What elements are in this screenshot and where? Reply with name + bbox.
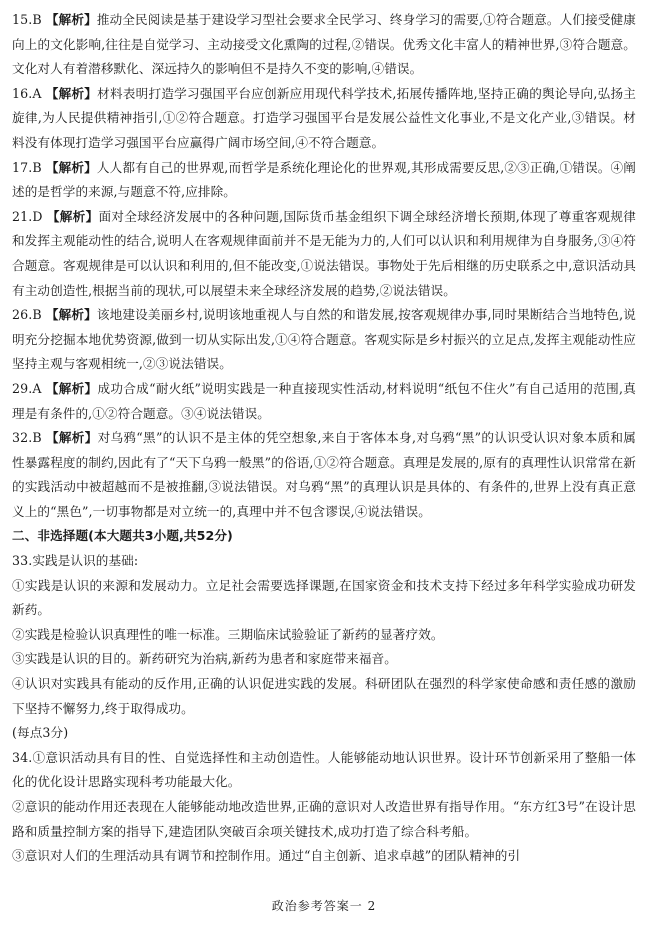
question-answer: B — [32, 307, 42, 323]
question-number: 32. — [12, 430, 33, 446]
answer-content — [12, 8, 636, 869]
answer-29 — [12, 377, 636, 426]
analysis-text: 面对全球经济发展中的各种问题,国际货币基金组织下调全球经济增长预期,体现了尊重客观规律和发挥主观能动性的结合,说明人在客观规律面前并不是无能为力的,人们可以认识和利用规律为自身服务,③④符合题意。客观规律是可以认识和利用的,但不能改变,①说法错误。事物处于先后相继的历史联系之中,意识活动具有主动创造性,根据当前的现状,可以展望未来全球经济发展的趋势,②说法错误。 — [12, 208, 637, 298]
question-number: 29. — [12, 380, 33, 396]
analysis-text: 推动全民阅读是基于建设学习型社会要求全民学习、终身学习的需要,①符合题意。人们接受健康向上的文化影响,往往是自觉学习、主动接受文化熏陶的过程,②错误。优秀文化丰富人的精神世界,③符合题意。文化对人有着潜移默化、深远持久的影响但不是持久不变的影响,④错误。 — [12, 12, 636, 77]
answer-line: ①实践是认识的来源和发展动力。立足社会需要选择课题,在国家资金和技术支持下经过多年科学实验成功研发新药。 — [12, 577, 636, 618]
analysis-tag: 【解析】 — [46, 430, 98, 446]
question-answer: A — [32, 380, 42, 396]
question-number: 26. — [12, 307, 33, 323]
answer-32 — [12, 426, 636, 524]
analysis-tag: 【解析】 — [45, 307, 97, 323]
analysis-text: 成功合成“耐火纸”说明实践是一种直接现实性活动,材料说明“纸包不住火”有自己适用的范围,真理是有条件的,①②符合题意。③④说法错误。 — [12, 380, 636, 421]
answer-line: 33.实践是认识的基础: — [12, 553, 139, 569]
question-answer: D — [32, 208, 43, 224]
question-number: 15. — [12, 12, 33, 27]
answer-26 — [12, 303, 636, 377]
question-answer: B — [32, 430, 42, 446]
answer-line: ②实践是检验认识真理性的唯一标准。三期临床试验验证了新药的显著疗效。 — [12, 626, 444, 642]
analysis-text: 材料表明打造学习强国平台应创新应用现代科学技术,拓展传播阵地,坚持正确的舆论导向,弘扬主旋律,为人民提供精神指引,①②符合题意。打造学习强国平台是发展公益性文化事业,不是文化产业,③错误。材料没有体现打造学习强国平台应赢得广阔市场空间,④不符合题意。 — [12, 85, 636, 150]
analysis-tag: 【解析】 — [45, 380, 98, 396]
answer-line: ②意识的能动作用还表现在人能够能动地改造世界,正确的意识对人改造世界有指导作用。“东方红3号”在设计思路和质量控制方案的指导下,建造团队突破百余项关键技术,成功打造了综合科考船。 — [12, 799, 636, 839]
answer-line: 34.①意识活动具有目的性、自觉选择性和主动创造性。人能够能动地认识世界。设计环节创新采用了整船一体化的优化设计思路实现科考功能最大化。 — [12, 749, 636, 790]
analysis-tag: 【解析】 — [45, 85, 98, 101]
scoring-note: (每点3分) — [12, 725, 69, 741]
question-number: 17. — [12, 159, 33, 175]
page-footer: 政治参考答案一 2 — [271, 899, 377, 913]
analysis-tag: 【解析】 — [45, 12, 97, 27]
analysis-tag: 【解析】 — [46, 208, 99, 224]
answer-16 — [12, 82, 636, 156]
question-answer: B — [32, 159, 42, 175]
answer-line: ③实践是认识的目的。新药研究为治病,新药为患者和家庭带来福音。 — [12, 651, 397, 667]
section-title: 二、非选择题(本大题共3小题,共52分) — [12, 528, 233, 544]
question-number: 16. — [12, 85, 33, 101]
answer-21 — [12, 205, 636, 303]
analysis-tag: 【解析】 — [45, 159, 97, 175]
question-number: 21. — [12, 208, 33, 224]
analysis-text: 该地建设美丽乡村,说明该地重视人与自然的和谐发展,按客观规律办事,同时果断结合当地特色,说明充分挖掘本地优势资源,做到一切从实际出发,①④符合题意。客观实际是乡村振兴的立足点,发挥主观能动性应坚持主观与客观相统一,②③说法错误。 — [12, 307, 636, 372]
answer-17 — [12, 156, 636, 205]
question-answer: B — [32, 12, 42, 27]
answer-34 — [12, 746, 636, 869]
analysis-text: 对乌鸦“黑”的认识不是主体的凭空想象,来自于客体本身,对乌鸦“黑”的认识受认识对象本质和属性暴露程度的制约,因此有了“天下乌鸦一般黑”的俗语,①②符合题意。真理是发展的,原有的真理性认识常常在新的实践活动中被超越而不是被推翻,③说法错误。对乌鸦“黑”的真理认识是具体的、有条件的,世界上没有真正意义上的“黑色”,一切事物都是对立统一的,真理中并不包含谬误,④说法错误。 — [12, 430, 636, 519]
answer-line: ④认识对实践具有能动的反作用,正确的认识促进实践的发展。科研团队在强烈的科学家使命感和责任感的激励下坚持不懈努力,终于取得成功。 — [12, 676, 636, 716]
answer-line: ③意识对人们的生理活动具有调节和控制作用。通过“自主创新、追求卓越”的团队精神的引 — [12, 848, 521, 864]
question-answer: A — [32, 85, 42, 101]
answer-33 — [12, 549, 636, 746]
analysis-text: 人人都有自己的世界观,而哲学是系统化理论化的世界观,其形成需要反思,②③正确,①错误。④阐述的是哲学的来源,与题意不符,应排除。 — [12, 159, 636, 200]
answer-15 — [12, 8, 636, 82]
